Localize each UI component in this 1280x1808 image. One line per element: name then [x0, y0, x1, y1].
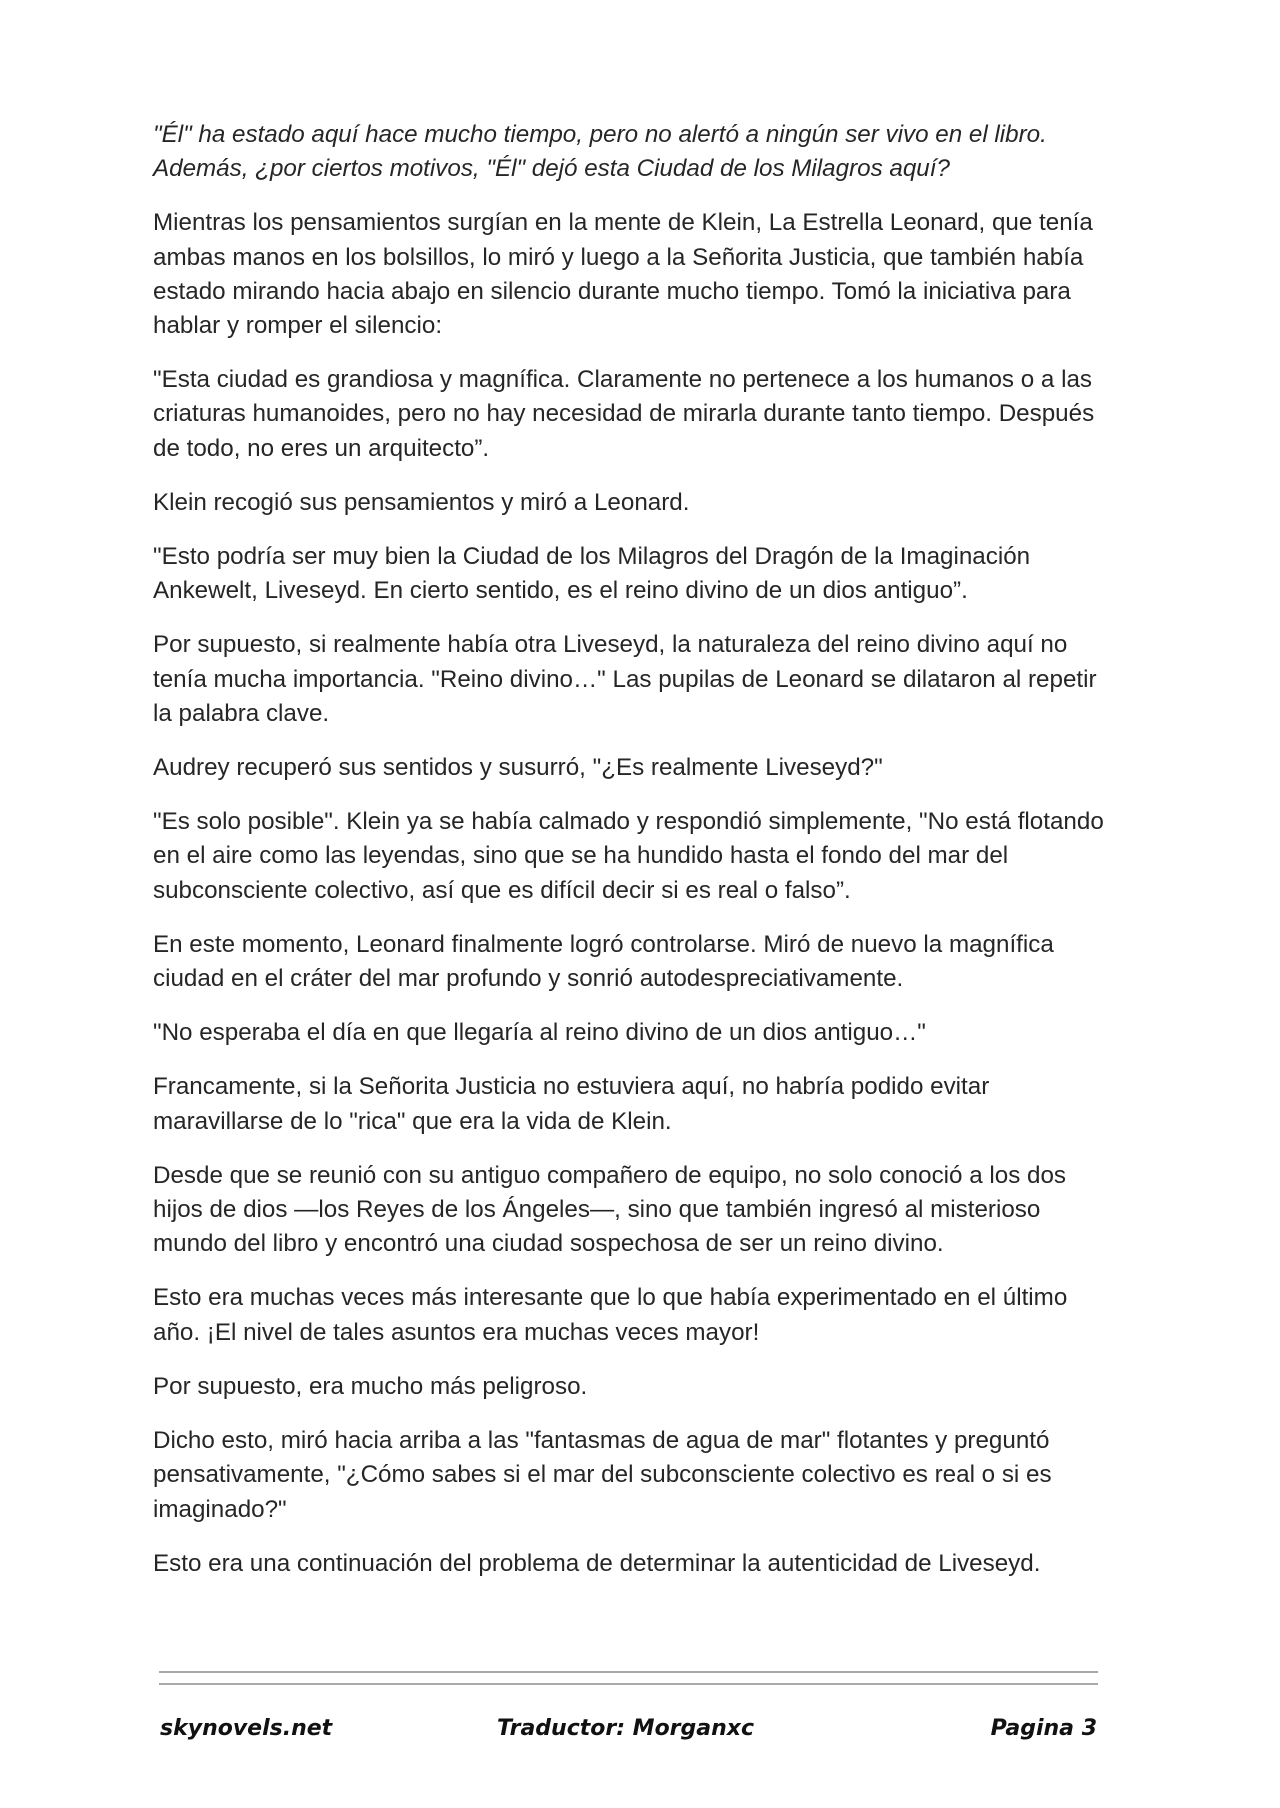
footer-site-name: skynovels.net [160, 1716, 333, 1741]
paragraph: En este momento, Leonard finalmente logró controlarse. Miró de nuevo la magnífica ciudad en el cráter del mar profundo y sonrió autodespreciativamente. [153, 930, 1054, 993]
paragraph: Mientras los pensamientos surgían en la mente de Klein, La Estrella Leonard, que tenía ambas manos en los bolsillos, lo miró y luego a la Señorita Justicia, que también había estado mirando hacia abajo en silencio durante mucho tiempo. Tomó la iniciativa para hablar y romper el silencio: [153, 209, 1093, 340]
paragraph: "Esto podría ser muy bien la Ciudad de los Milagros del Dragón de la Imaginación Ankewelt, Liveseyd. En cierto sentido, es el reino divino de un dios antiguo”. [153, 543, 1031, 605]
paragraph: Por supuesto, si realmente había otra Liveseyd, la naturaleza del reino divino aquí no tenía mucha importancia. "Reino divino…" Las pupilas de Leonard se dilataron al repetir la palabra clave. [153, 631, 1097, 727]
footer-translator: Traductor: Morganxc [497, 1716, 755, 1741]
footer-divider-bottom [159, 1683, 1098, 1685]
document-body [153, 118, 1113, 1601]
paragraph: Esto era muchas veces más interesante que lo que había experimentado en el último año. ¡El nivel de tales asuntos era muchas veces mayor! [153, 1284, 1068, 1346]
paragraph: Audrey recuperó sus sentidos y susurró, "¿Es realmente Liveseyd?" [153, 754, 883, 782]
paragraph: Klein recogió sus pensamientos y miró a Leonard. [153, 488, 690, 516]
paragraph: "Él" ha estado aquí hace mucho tiempo, pero no alertó a ningún ser vivo en el libro. Además, ¿por ciertos motivos, "Él" dejó esta Ciudad de los Milagros aquí? [153, 121, 1047, 183]
paragraph: "Es solo posible". Klein ya se había calmado y respondió simplemente, "No está flotando en el aire como las leyendas, sino que se ha hundido hasta el fondo del mar del subconsciente colectivo, así que es difícil decir si es real o falso”. [153, 808, 1104, 904]
paragraph: Esto era una continuación del problema de determinar la autenticidad de Liveseyd. [153, 1549, 1041, 1577]
paragraph: Dicho esto, miró hacia arriba a las "fantasmas de agua de mar" flotantes y preguntó pensativamente, "¿Cómo sabes si el mar del subconsciente colectivo es real o si es imaginado?" [153, 1427, 1052, 1523]
footer-divider-top [159, 1671, 1098, 1673]
paragraph: Desde que se reunió con su antiguo compañero de equipo, no solo conoció a los dos hijos de dios —los Reyes de los Ángeles—, sino que también ingresó al misterioso mundo del libro y encontró una ciudad sospechosa de ser un reino divino. [153, 1161, 1067, 1258]
paragraph: Francamente, si la Señorita Justicia no estuviera aquí, no habría podido evitar maravillarse de lo "rica" que era la vida de Klein. [153, 1073, 990, 1135]
paragraph: "Esta ciudad es grandiosa y magnífica. Claramente no pertenece a los humanos o a las criaturas humanoides, pero no hay necesidad de mirarla durante tanto tiempo. Después de todo, no eres un arquitecto”. [153, 366, 1095, 462]
paragraph: Por supuesto, era mucho más peligroso. [153, 1372, 588, 1400]
footer-page-number: Pagina 3 [990, 1716, 1097, 1741]
paragraph: "No esperaba el día en que llegaría al reino divino de un dios antiguo…" [153, 1019, 926, 1047]
